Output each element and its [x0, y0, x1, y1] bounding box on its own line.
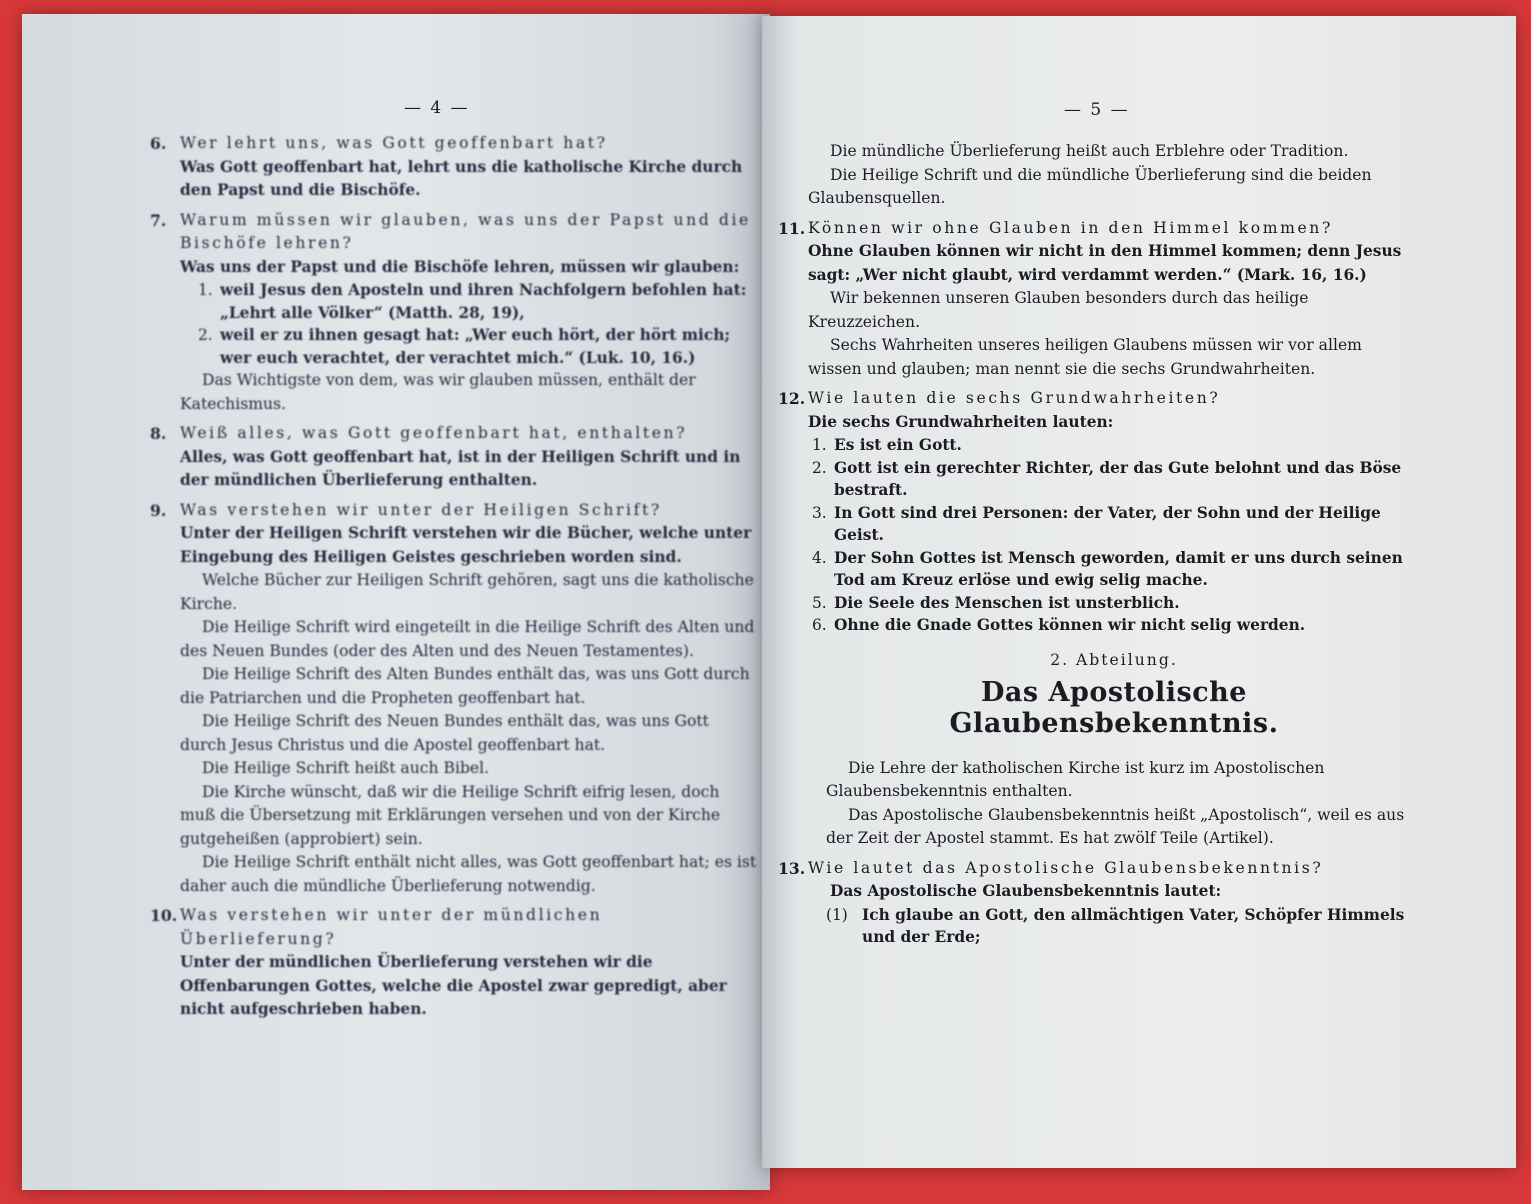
list-item-text: Der Sohn Gottes ist Mensch geworden, damit er uns durch seinen Tod am Kreuz erlöse und ewig selig mache.	[834, 548, 1403, 589]
right-page-content	[778, 140, 1410, 949]
list-item-number: 1.	[198, 281, 213, 299]
answer-8: Alles, was Gott geoffenbart hat, ist in der Heiligen Schrift und in der mündlichen Überlieferung enthalten.	[180, 447, 741, 489]
list-item-text: Ohne die Gnade Gottes können wir nicht selig werden.	[834, 616, 1306, 634]
question-11	[778, 217, 1410, 241]
question-text: Warum müssen wir glauben, was uns der Papst und die Bischöfe lehren?	[180, 210, 751, 252]
left-page-content	[150, 132, 758, 1022]
question-text: Was verstehen wir unter der Heiligen Schrift?	[180, 500, 662, 519]
question-text: Was verstehen wir unter der mündlichen Überlieferung?	[180, 906, 603, 948]
list-item	[812, 592, 1410, 615]
section-label: 2. Abteilung.	[1050, 650, 1178, 669]
list-item	[812, 434, 1410, 457]
note: Die Heilige Schrift des Neuen Bundes enthält das, was uns Gott durch Jesus Christus und die Apostel geoffenbart hat.	[180, 712, 709, 754]
question-number: 6.	[150, 134, 167, 153]
answer-12: Die sechs Grundwahrheiten lauten:	[808, 412, 1114, 431]
question-text: Wie lautet das Apostolische Glaubensbekenntnis?	[808, 858, 1324, 877]
list-item-text: In Gott sind drei Personen: der Vater, der Sohn und der Heilige Geist.	[834, 503, 1381, 544]
question-text: Können wir ohne Glauben in den Himmel kommen?	[808, 218, 1333, 237]
question-number: 7.	[150, 210, 167, 230]
list-item-text: Gott ist ein gerechter Richter, der das Gute belohnt und das Böse bestraft.	[834, 458, 1402, 499]
right-page	[762, 16, 1516, 1168]
note: Das Apostolische Glaubensbekenntnis heißt „Apostolisch“, weil es aus der Zeit der Apostel stammt. Es hat zwölf Teile (Artikel).	[826, 805, 1405, 847]
list-item	[198, 324, 758, 369]
note: Die Lehre der katholischen Kirche ist kurz im Apostolischen Glaubensbekenntnis enthalten.	[826, 758, 1325, 800]
question-7	[150, 209, 758, 256]
list-item-text: weil Jesus den Aposteln und ihren Nachfolgern befohlen hat: „Lehrt alle Völker“ (Matth. 28, 19),	[220, 281, 747, 322]
list-item-number: 4.	[812, 548, 827, 567]
answer-13: Das Apostolische Glaubensbekenntnis lautet:	[830, 882, 1222, 900]
question-9	[150, 499, 758, 523]
question-number: 10.	[150, 906, 178, 925]
note: Wir bekennen unseren Glauben besonders durch das heilige Kreuzzeichen.	[808, 289, 1309, 331]
page-number: — 5 —	[1064, 100, 1130, 120]
list-item-number: 6.	[812, 616, 827, 634]
list-item	[198, 279, 758, 324]
list-item-text: Die Seele des Menschen ist unsterblich.	[834, 593, 1180, 612]
answer-7: Was uns der Papst und die Bischöfe lehren, müssen wir glauben:	[180, 257, 740, 276]
list-item-number: 2.	[198, 326, 213, 344]
note: Die Heilige Schrift des Alten Bundes enthält das, was uns Gott durch die Patriarchen und die Propheten geoffenbart hat.	[180, 665, 750, 707]
note: Die Heilige Schrift und die mündliche Überlieferung sind die beiden Glaubensquellen.	[808, 165, 1372, 207]
left-page	[22, 14, 770, 1190]
list-item-text: Es ist ein Gott.	[834, 436, 962, 454]
answer-9: Unter der Heiligen Schrift verstehen wir die Bücher, welche unter Eingebung des Heiligen Geistes geschrieben worden sind.	[180, 524, 752, 566]
question-8	[150, 422, 758, 446]
list-item-number: 1.	[812, 436, 827, 454]
note: Die Kirche wünscht, daß wir die Heilige Schrift eifrig lesen, doch muß die Übersetzung mit Erklärungen versehen und von der Kirche gutgeheißen (approbiert) sein.	[180, 782, 721, 848]
list-item-number: 5.	[812, 593, 827, 612]
question-number: 13.	[778, 858, 806, 878]
list-item-number: 3.	[812, 503, 827, 522]
answer-10: Unter der mündlichen Überlieferung verstehen wir die Offenbarungen Gottes, welche die Apostel zwar gepredigt, aber nicht aufgeschrieben haben.	[180, 953, 727, 1018]
question-10	[150, 904, 758, 951]
note: Sechs Wahrheiten unseres heiligen Glaubens müssen wir vor allem wissen und glauben; man nennt sie die sechs Grundwahrheiten.	[808, 336, 1362, 378]
question-number: 11.	[778, 218, 806, 238]
section-title: Das Apostolische Glaubensbekenntnis.	[949, 676, 1279, 739]
creed-article	[826, 904, 1410, 949]
list-item-text: weil er zu ihnen gesagt hat: „Wer euch hört, der hört mich; wer euch verachtet, der verachtet mich.“ (Luk. 10, 16.)	[220, 326, 731, 367]
reasons-list	[198, 279, 758, 369]
answer-11: Ohne Glauben können wir nicht in den Himmel kommen; denn Jesus sagt: „Wer nicht glaubt, wird verdammt werden.“ (Mark. 16, 16.)	[808, 242, 1402, 284]
question-text: Wer lehrt uns, was Gott geoffenbart hat?	[180, 134, 608, 152]
question-number: 12.	[778, 389, 806, 408]
list-item	[812, 502, 1410, 547]
article-number: (1)	[826, 905, 848, 924]
article-text: Ich glaube an Gott, den allmächtigen Vater, Schöpfer Himmels und der Erde;	[862, 905, 1405, 946]
note: Die Heilige Schrift enthält nicht alles, was Gott geoffenbart hat; es ist daher auch die mündliche Überlieferung notwendig.	[180, 853, 757, 895]
question-6	[150, 132, 758, 156]
note: Das Wichtigste von dem, was wir glauben müssen, enthält der Katechismus.	[180, 371, 696, 413]
question-number: 8.	[150, 424, 167, 443]
question-number: 9.	[150, 500, 167, 520]
list-item	[812, 614, 1410, 637]
note: Welche Bücher zur Heiligen Schrift gehören, sagt uns die katholische Kirche.	[180, 571, 754, 613]
note: Die Heilige Schrift wird eingeteilt in die Heilige Schrift des Alten und des Neuen Bundes (oder des Alten und des Neuen Testamentes).	[180, 618, 755, 660]
question-12	[778, 387, 1410, 411]
note: Die Heilige Schrift heißt auch Bibel.	[202, 759, 490, 777]
list-item-number: 2.	[812, 458, 827, 477]
fundamental-truths-list	[812, 434, 1410, 637]
note: Die mündliche Überlieferung heißt auch Erblehre oder Tradition.	[830, 142, 1349, 160]
page-number: — 4 —	[404, 98, 470, 118]
list-item	[812, 547, 1410, 592]
question-text: Weiß alles, was Gott geoffenbart hat, enthalten?	[180, 424, 688, 442]
answer-6: Was Gott geoffenbart hat, lehrt uns die katholische Kirche durch den Papst und die Bischöfe.	[180, 157, 743, 199]
question-13	[778, 857, 1410, 881]
list-item	[812, 457, 1410, 502]
question-text: Wie lauten die sechs Grundwahrheiten?	[808, 389, 1221, 407]
